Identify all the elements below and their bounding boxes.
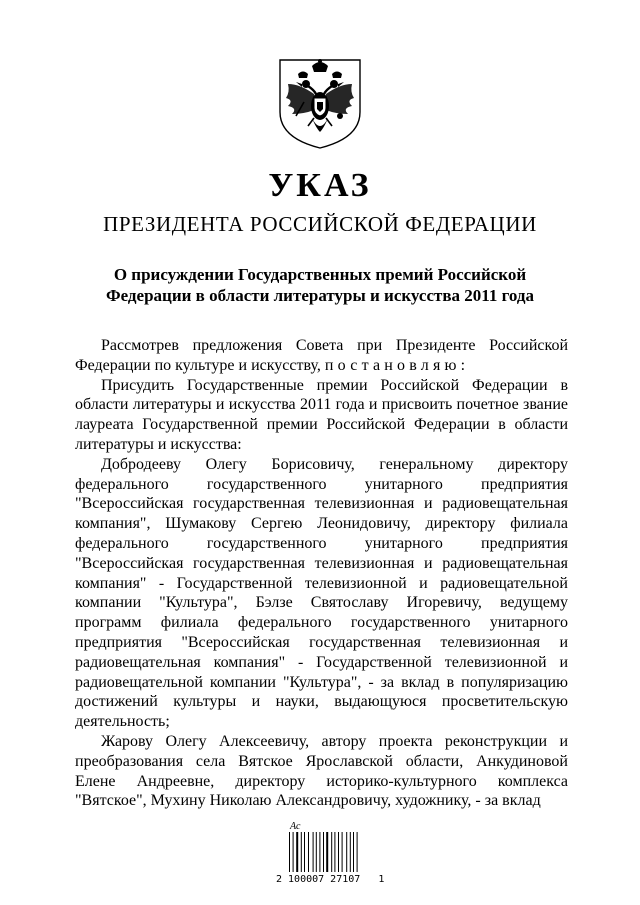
barcode-icon xyxy=(288,832,362,872)
decree-body xyxy=(75,336,568,811)
barcode xyxy=(276,821,385,886)
preamble-text: Рассмотрев предложения Совета при Президенте Российской Федерации по культуре и искусству, xyxy=(75,337,568,374)
double-headed-eagle-emblem-icon xyxy=(276,54,364,150)
decree-subject xyxy=(100,264,540,306)
document-title: УКАЗ xyxy=(268,167,372,204)
paragraph-laureates-2: Жарову Олегу Алексеевичу, автору проекта реконструкции и преобразования села Вятское Ярославской области, Анкудиновой Елене Андреевне, директору историко-культурного комплекса "Вятское", Мухину Николаю Александровичу, художнику, - за вклад xyxy=(75,732,568,810)
barcode-mark: Ас xyxy=(290,821,301,832)
document-subtitle: ПРЕЗИДЕНТА РОССИЙСКОЙ ФЕДЕРАЦИИ xyxy=(103,212,537,236)
resolution-word: постановляю: xyxy=(324,356,470,374)
paragraph-laureates-1: Добродееву Олегу Борисовичу, генеральному директору федерального государственного унитарного предприятия "Всероссийская государственная телевизионная и радиовещательная компания", Шумакову Сергею Леонидовичу, директору филиала федерального государственного унитарного предприятия "Всероссийская государственная телевизионная и радиовещательная компания" - Государственной телевизионной и радиовещательной компании "Культура", Бэлзе Святославу Игоревичу, ведущему программ филиала федерального государственного унитарного предприятия "Всероссийская государственная телевизионная и радиовещательная компания" - Государственной телевизионной и радиовещательной компании "Культура", - за вклад в популяризацию достижений культуры и науки, выдающуюся просветительскую деятельность; xyxy=(75,455,568,731)
paragraph-preamble xyxy=(75,336,568,376)
subject-line-2: Федерации в области литературы и искусства 2011 года xyxy=(106,286,534,305)
paragraph-award: Присудить Государственные премии Российской Федерации в области литературы и искусства 2011 года и присвоить почетное звание лауреата Государственной премии Российской Федерации в области литературы и искусства: xyxy=(75,376,568,453)
barcode-number: 2 100007 27107 1 xyxy=(276,874,385,885)
subject-line-1: О присуждении Государственных премий Российской xyxy=(113,265,527,284)
